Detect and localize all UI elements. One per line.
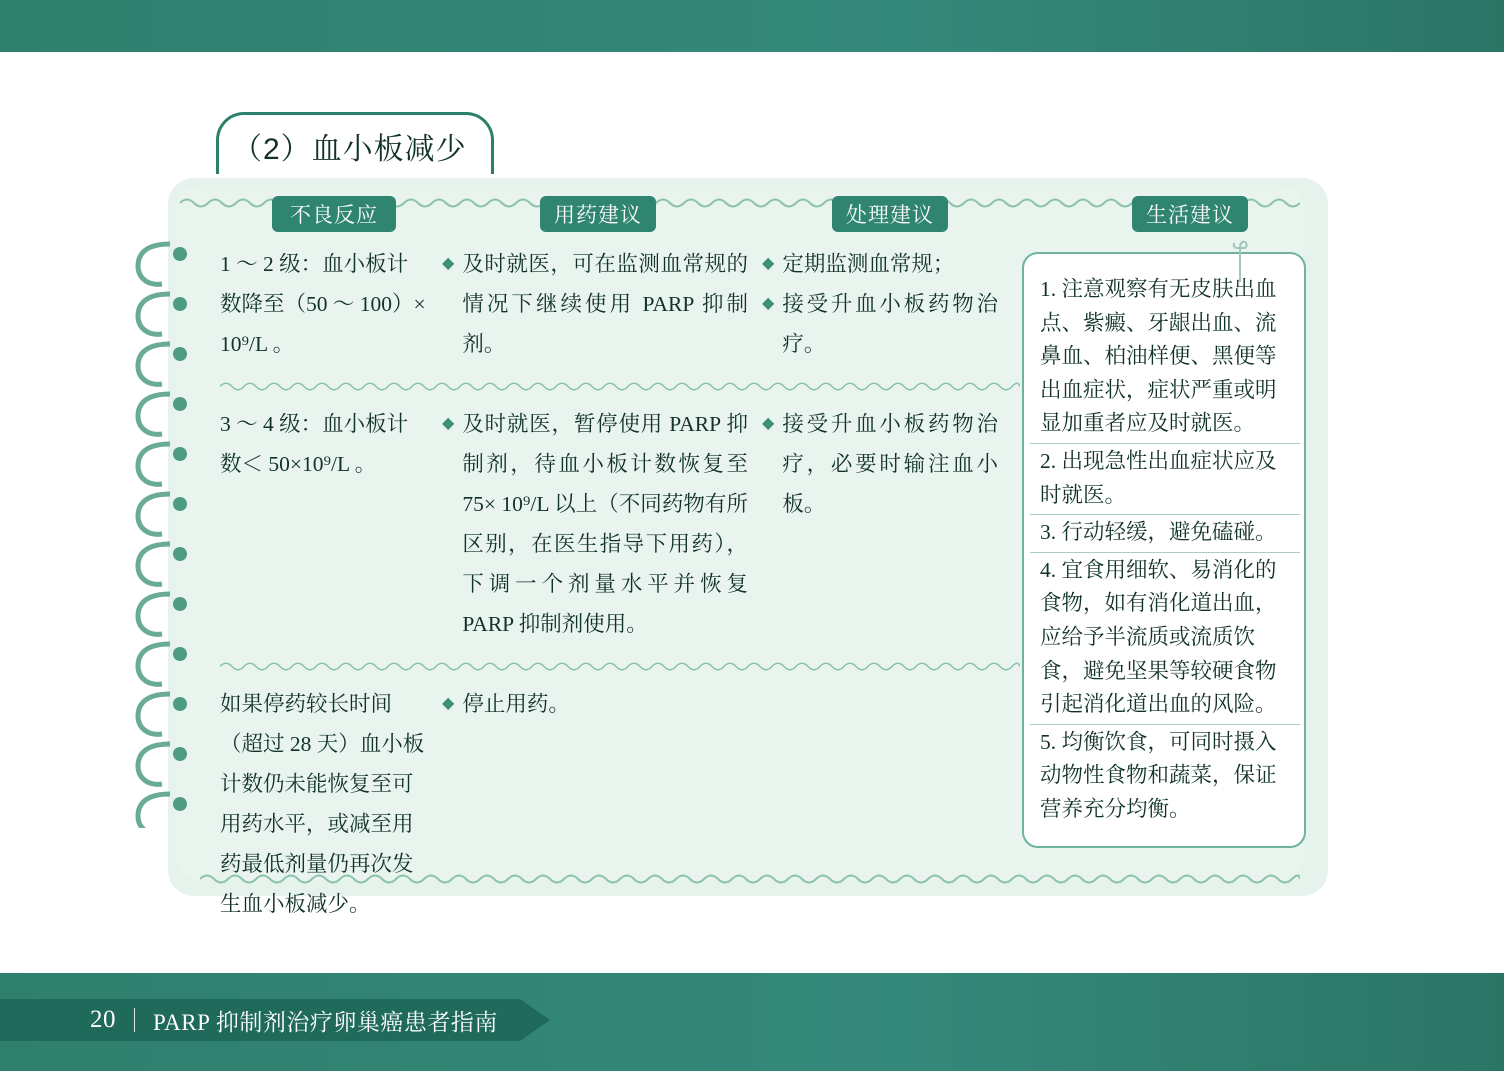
footer-title: PARP 抑制剂治疗卵巢癌患者指南 bbox=[153, 1009, 498, 1035]
footer bbox=[0, 999, 520, 1041]
spiral-binding-icon bbox=[132, 228, 214, 828]
diamond-bullet-icon: ◆ bbox=[762, 255, 775, 272]
bullet-text: 接受升血小板药物治疗。 bbox=[782, 292, 998, 356]
diamond-bullet-icon: ◆ bbox=[762, 415, 775, 432]
top-decorative-band bbox=[0, 0, 1504, 52]
list-item: 3. 行动轻缓，避免磕碰。 bbox=[1030, 515, 1300, 553]
row-divider bbox=[220, 380, 1020, 393]
bullet-item bbox=[442, 684, 748, 724]
page-number: 20 bbox=[90, 1006, 116, 1033]
cell-medication-advice bbox=[442, 240, 762, 374]
column-header-life-advice: 生活建议 bbox=[1132, 196, 1248, 232]
footer-separator bbox=[134, 1008, 135, 1032]
cell-management-advice bbox=[762, 680, 1012, 934]
page-title: （2）血小板减少 bbox=[232, 133, 467, 166]
bullet-text: 接受升血小板药物治疗，必要时输注血小板。 bbox=[782, 412, 998, 516]
advice-table bbox=[220, 240, 1020, 934]
row-divider bbox=[220, 660, 1020, 673]
cell-management-advice bbox=[762, 240, 1012, 374]
table-row bbox=[220, 240, 1020, 374]
bullet-item bbox=[762, 244, 998, 284]
footer-label bbox=[0, 999, 520, 1041]
bullet-item bbox=[762, 284, 998, 364]
cell-adverse-reaction: 1 ～ 2 级：血小板计数降至（50 ～ 100）× 10⁹/L 。 bbox=[220, 252, 426, 356]
cell-medication-advice bbox=[442, 680, 762, 934]
cell-adverse-reaction: 3 ～ 4 级：血小板计数＜ 50×10⁹/L 。 bbox=[220, 412, 409, 476]
list-item: 1. 注意观察有无皮肤出血点、紫癜、牙龈出血、流鼻血、柏油样便、黑便等出血症状，症状严重或明显加重者应及时就医。 bbox=[1030, 272, 1300, 444]
column-header-medication-advice: 用药建议 bbox=[540, 196, 656, 232]
bullet-text: 及时就医，可在监测血常规的情况下继续使用 PARP 抑制剂。 bbox=[462, 252, 748, 356]
bullet-text: 及时就医，暂停使用 PARP 抑制剂，待血小板计数恢复至 75× 10⁹/L 以上（不同药物有所区别，在医生指导下用药），下调一个剂量水平并恢复 PARP 抑制剂使用。 bbox=[462, 412, 748, 636]
bullet-text: 定期监测血常规； bbox=[782, 252, 955, 276]
table-row bbox=[220, 680, 1020, 934]
diamond-bullet-icon: ◆ bbox=[442, 255, 455, 272]
list-item: 5. 均衡饮食，可同时摄入动物性食物和蔬菜，保证营养充分均衡。 bbox=[1040, 729, 1277, 821]
cell-medication-advice bbox=[442, 400, 762, 654]
diamond-bullet-icon: ◆ bbox=[762, 295, 775, 312]
cell-management-advice bbox=[762, 400, 1012, 654]
life-advice-list bbox=[1030, 272, 1300, 829]
diamond-bullet-icon: ◆ bbox=[442, 695, 455, 712]
bullet-text: 停止用药。 bbox=[462, 692, 570, 716]
top-band-gradient bbox=[0, 0, 1504, 52]
table-row bbox=[220, 400, 1020, 654]
list-item: 2. 出现急性出血症状应及时就医。 bbox=[1030, 444, 1300, 515]
column-header-adverse-reaction: 不良反应 bbox=[272, 196, 396, 232]
column-header-management-advice: 处理建议 bbox=[832, 196, 948, 232]
bullet-item bbox=[762, 404, 998, 524]
cell-adverse-reaction: 如果停药较长时间（超过 28 天）血小板计数仍未能恢复至可用药水平，或减至用药最低剂量仍再次发生血小板减少。 bbox=[220, 692, 425, 916]
bullet-item bbox=[442, 244, 748, 364]
bullet-item bbox=[442, 404, 748, 644]
diamond-bullet-icon: ◆ bbox=[442, 415, 455, 432]
list-item: 4. 宜食用细软、易消化的食物，如有消化道出血，应给予半流质或流质饮食，避免坚果等较硬食物引起消化道出血的风险。 bbox=[1030, 553, 1300, 725]
